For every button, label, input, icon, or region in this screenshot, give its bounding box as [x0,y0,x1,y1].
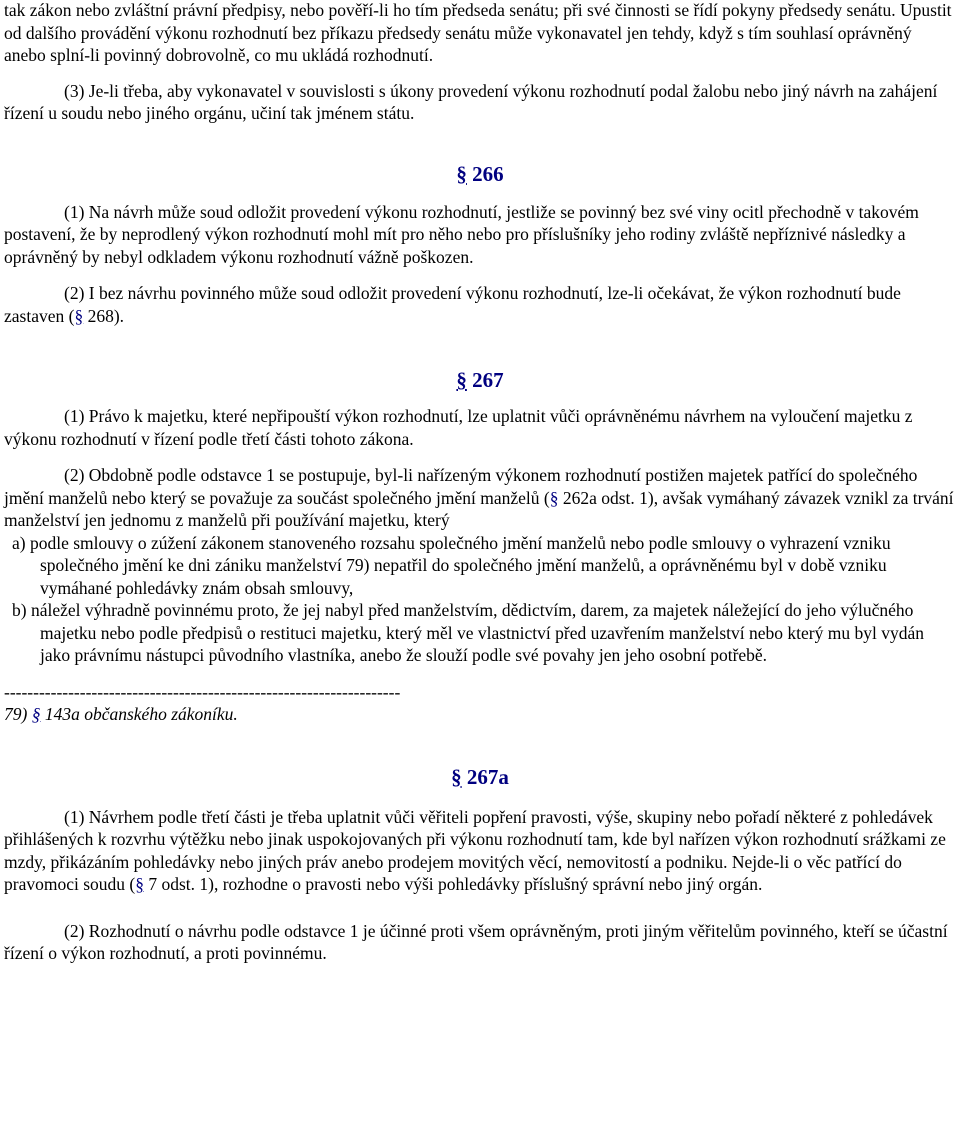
footnote-divider: -------------------------------------------------------------------- [4,681,401,702]
section-heading-267 [4,367,956,393]
section-symbol: § [456,161,467,186]
paragraph-267a-1: (1) Návrhem podle třetí části je třeba uplatnit vůči věřiteli popření pravosti, výše, skupiny nebo pořadí některé z pohledávek přihlášených k rozvrhu výtěžku nebo jinak uspokojovaných při výkonu rozhodnutí tam, kde byl nařízen výkon rozhodnutí srážkami ze mzdy, přikázáním pohledávky nebo jiných práv anebo prodejem movitých věcí, nemovitostí a podniku. Nejde-li o věc patřící do pravomoci soudu (§ 7 odst. 1), rozhodne o pravosti nebo výši pohledávky příslušný správní nebo jiný orgán. [4,806,946,894]
paragraph-intro: tak zákon nebo zvláštní právní předpisy, nebo pověří-li ho tím předseda senátu; při své činnosti se řídí pokyny předsedy senátu. Upustit od dalšího provádění výkonu rozhodnutí bez příkazu předsedy senátu může vykonavatel jen tehdy, když s tím souhlasí oprávněný anebo splní-li povinný dobrovolně, co mu ukládá rozhodnutí. [4,0,952,65]
section-symbol: § [456,368,467,392]
section-number: 267a [461,764,509,789]
document-page [4,0,956,965]
paragraph-265-3: (3) Je-li třeba, aby vykonavatel v souvislosti s úkony provedení výkonu rozhodnutí podal žalobu nebo jiný návrh na zahájení řízení u soudu nebo jiného orgánu, učiní tak jménem státu. [4,80,938,123]
section-number: 267 [466,368,504,392]
section-symbol: § [549,487,559,508]
paragraph-267-2: (2) Obdobně podle odstavce 1 se postupuje, byl-li nařízeným výkonem rozhodnutí postižen majetek patřící do společného jmění manželů nebo který se považuje za součást společného jmění manželů (§ 262a odst. 1), avšak vymáhaný závazek vznikl za trvání manželství jen jednomu z manželů při používání majetku, který [4,465,954,530]
section-symbol: § [31,704,41,724]
paragraph-267a-2: (2) Rozhodnutí o návrhu podle odstavce 1 je účinné proti všem oprávněným, proti jiným věřitelům povinného, kteří se účastní řízení o výkon rozhodnutí, a proti povinnému. [4,920,948,963]
list-item-a: a) podle smlouvy o zúžení zákonem stanoveného rozsahu společného jmění manželů nebo podle smlouvy o vyhrazení vzniku společného jmění ke dni zániku manželství 79) nepatřil do společného jmění manželů, a oprávněnému byl v době vzniku vymáhané pohledávky znám obsah smlouvy, [12,532,891,598]
section-symbol: § [135,874,144,894]
section-number: 266 [466,161,504,186]
section-heading-266 [4,161,956,187]
list-item-b: b) náležel výhradně povinnému proto, že jej nabyl před manželstvím, dědictvím, darem, za majetek náležející do jeho výlučného majetku nebo podle předpisů o restituci majetku, který měl ve vlastnictví před uzavřením manželství nebo který mu byl vydán jako právnímu nástupci původního vlastníka, anebo že slouží podle své povahy jen jeho osobní potřebě. [12,600,924,665]
paragraph-266-2: (2) I bez návrhu povinného může soud odložit provedení výkonu rozhodnutí, lze-li očekávat, že výkon rozhodnutí bude zastaven (§ 268). [4,283,901,326]
footnote-79: 79) § 143a občanského zákoníku. [4,704,238,724]
section-heading-267a [4,764,956,790]
paragraph-267-1: (1) Právo k majetku, které nepřipouští výkon rozhodnutí, lze uplatnit vůči oprávněnému návrhem na vyloučení majetku z výkonu rozhodnutí v řízení podle třetí části tohoto zákona. [4,406,913,449]
section-symbol: § [74,305,84,326]
section-symbol: § [451,764,462,789]
paragraph-266-1: (1) Na návrh může soud odložit provedení výkonu rozhodnutí, jestliže se povinný bez své viny ocitl přechodně v takovém postavení, že by neprodlený výkon rozhodnutí mohl mít pro něho nebo pro příslušníky jeho rodiny zvláště nepříznivé následky a oprávněný by nebyl odkladem výkonu rozhodnutí vážně poškozen. [4,201,919,267]
